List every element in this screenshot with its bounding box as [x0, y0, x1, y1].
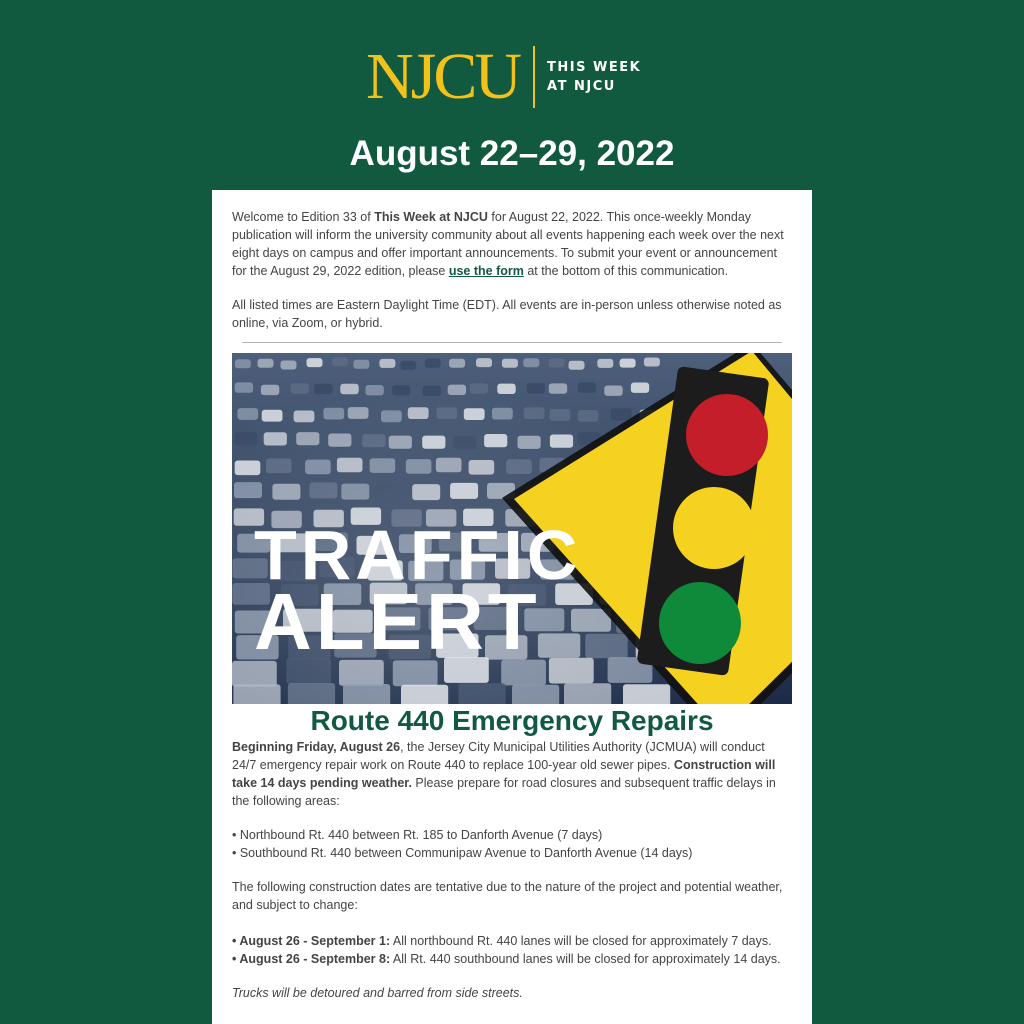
spacer	[232, 810, 792, 826]
green-light-icon	[659, 582, 741, 664]
red-light-icon	[686, 394, 768, 476]
email-header	[0, 0, 1024, 190]
tagline-line-2: AT NJCU	[547, 79, 616, 94]
start-date-emphasis: Beginning Friday, August 26	[232, 740, 401, 754]
closure-description: All Rt. 440 southbound lanes will be closed for approximately 14 days.	[390, 952, 781, 966]
logo-wordmark: NJCU	[366, 40, 520, 113]
banner-traffic-text: TRAFFIC	[254, 516, 582, 594]
date-range-label: • August 26 - September 8:	[232, 952, 391, 966]
intro-publication-name: This Week at NJCU	[374, 210, 488, 224]
article-paragraph-1	[232, 738, 792, 810]
affected-areas-list	[232, 826, 792, 862]
article-text-1: , the Jersey City Municipal Utilities Authority (JCMUA) will conduct 24/7 emergency repair work on Route 440 to replace 100-year old sewer pipes.	[232, 740, 765, 772]
truck-detour-note: Trucks will be detoured and barred from side streets.	[232, 986, 523, 1000]
closure-description: All northbound Rt. 440 lanes will be closed for approximately 7 days.	[390, 934, 772, 948]
yellow-light-icon	[673, 487, 755, 569]
logo-divider	[533, 46, 535, 108]
intro-text-3: at the bottom of this communication.	[523, 264, 729, 278]
list-item	[232, 932, 792, 950]
tagline-line-1: THIS WEEK	[547, 60, 642, 75]
spacer	[232, 862, 792, 878]
list-item	[232, 950, 792, 968]
use-the-form-link[interactable]: use the form	[448, 264, 524, 278]
spacer	[232, 968, 792, 984]
list-item: • Southbound Rt. 440 between Communipaw Avenue to Danforth Avenue (14 days)	[232, 846, 693, 860]
logo-tagline	[547, 58, 641, 96]
intro-paragraph	[232, 208, 792, 280]
article-text-2: Please prepare for road closures and subsequent traffic delays in the following areas:	[232, 776, 776, 808]
spacer	[232, 914, 792, 932]
duration-emphasis: Construction will take 14 days pending weather.	[232, 758, 776, 790]
traffic-alert-illustration	[232, 353, 792, 704]
closure-dates-list	[232, 932, 792, 968]
date-range-label: • August 26 - September 1:	[232, 934, 391, 948]
njcu-logo[interactable]	[366, 40, 642, 113]
article-title: Route 440 Emergency Repairs	[310, 705, 714, 736]
article-paragraph-2: The following construction dates are tentative due to the nature of the project and potential weather, and subject to change:	[232, 880, 783, 912]
intro-text-2: for August 22, 2022. This once-weekly Monday publication will inform the university community about all events happening each week over the next eight days on campus and offer important announcements. To submit your event or announcement for the August 29, 2022 edition, please	[232, 210, 784, 278]
edition-date-title: August 22–29, 2022	[349, 134, 675, 173]
list-item: • Northbound Rt. 440 between Rt. 185 to Danforth Avenue (7 days)	[232, 828, 603, 842]
section-divider	[242, 342, 782, 343]
content-panel	[212, 190, 812, 1024]
banner-alert-text: ALERT	[254, 577, 541, 666]
intro-text-1: Welcome to Edition 33 of	[232, 210, 375, 224]
traffic-alert-banner	[232, 353, 792, 704]
timezone-paragraph: All listed times are Eastern Daylight Time (EDT). All events are in-person unless otherwise noted as online, via Zoom, or hybrid.	[232, 298, 782, 330]
